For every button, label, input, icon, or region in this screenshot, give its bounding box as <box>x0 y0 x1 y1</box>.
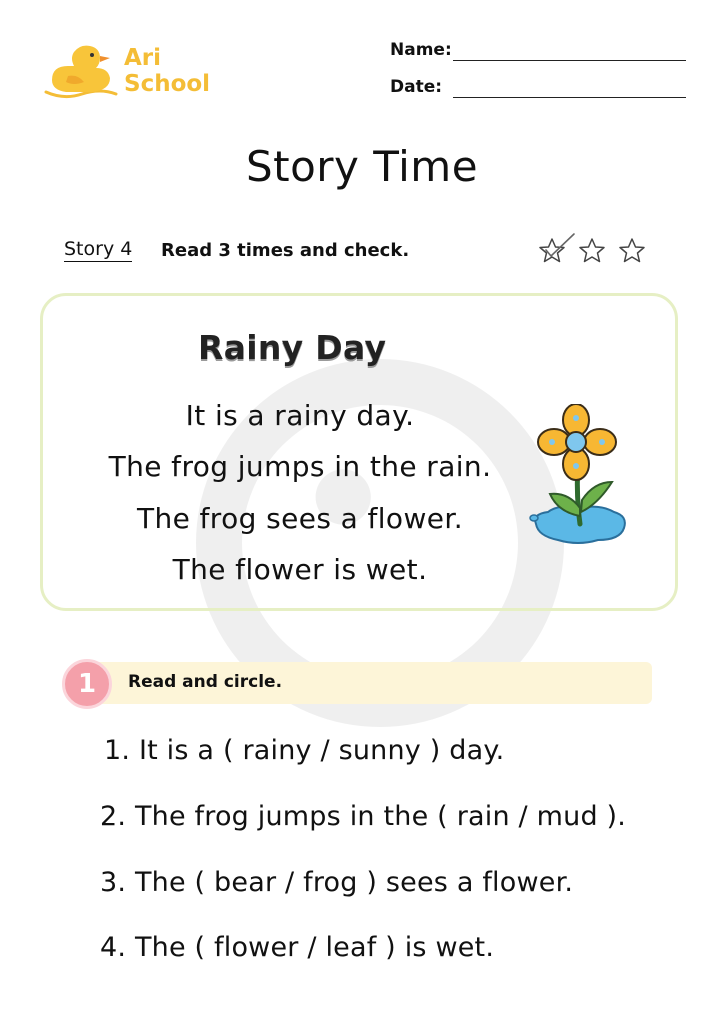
story-line: It is a rainy day. <box>185 399 415 432</box>
reading-check-stars[interactable] <box>534 230 654 270</box>
logo-text <box>124 45 210 97</box>
duck-icon <box>44 40 120 104</box>
star-outline-icon[interactable] <box>620 239 644 262</box>
name-line[interactable] <box>453 60 686 61</box>
name-label: Name: <box>390 40 452 60</box>
story-line: The frog jumps in the rain. <box>108 450 492 483</box>
story-heading: Rainy Day <box>198 328 387 367</box>
story-number: Story 4 <box>64 238 133 260</box>
story-line: The frog sees a flower. <box>136 502 464 535</box>
date-label: Date: <box>390 77 443 97</box>
section-number-badge: 1 <box>62 659 112 709</box>
date-line[interactable] <box>453 97 686 98</box>
question-item: 3. The ( bear / frog ) sees a flower. <box>100 867 574 898</box>
logo <box>44 40 234 104</box>
section-label: Read and circle. <box>128 672 283 692</box>
logo-line-school: School <box>124 71 211 97</box>
star-outline-icon[interactable] <box>580 239 604 262</box>
date-field[interactable] <box>390 77 686 103</box>
star-outline-icon[interactable] <box>540 234 574 262</box>
question-item: 1. It is a ( rainy / sunny ) day. <box>104 735 505 766</box>
question-item: 2. The frog jumps in the ( rain / mud ). <box>100 801 627 832</box>
page-title: Story Time <box>245 142 479 191</box>
story-instruction: Read 3 times and check. <box>161 240 410 261</box>
question-item: 4. The ( flower / leaf ) is wet. <box>100 932 495 963</box>
flower-puddle-icon <box>528 404 632 552</box>
story-line: The flower is wet. <box>172 553 428 586</box>
name-field[interactable] <box>390 40 686 66</box>
logo-line-ari: Ari <box>124 45 162 71</box>
